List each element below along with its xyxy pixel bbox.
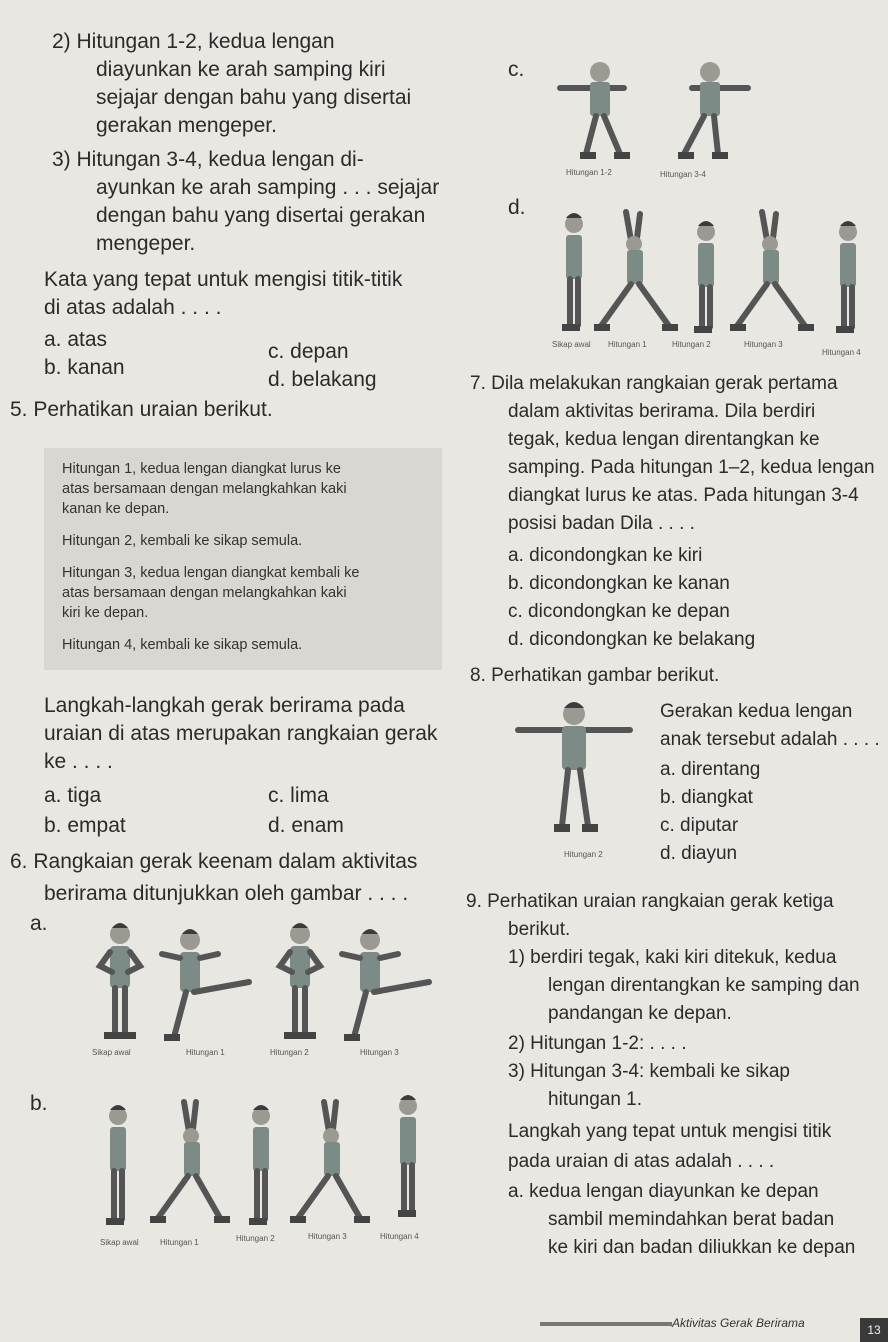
q9-item1-line1: 1) berdiri tegak, kaki kiri ditekuk, kedua [508,947,837,968]
q9-question-line1: 9. Perhatikan uraian rangkaian gerak ketiga [466,891,834,912]
q5-question-line3: ke . . . . [44,750,113,773]
q5-description-box [44,448,442,670]
q4-item2-line3: sejajar dengan bahu yang disertai [96,86,412,109]
q5-question-line2: uraian di atas merupakan rangkaian gerak [44,722,438,745]
fig-d-cap-3: Hitungan 2 [672,340,711,349]
q5-question-line1: Langkah-langkah gerak berirama pada [44,694,405,717]
q5-option-d[interactable]: d. enam [268,814,344,837]
figure-a-pose4 [342,929,429,1041]
q4-option-b[interactable]: b. kanan [44,356,125,379]
q8-question-line1: Gerakan kedua lengan [660,701,853,722]
figure-c-pose2 [678,62,748,159]
q5-option-c[interactable]: c. lima [268,784,329,807]
q8-option-b[interactable]: b. diangkat [660,787,753,808]
fig-b-cap-1: Sikap awal [100,1238,139,1247]
q6-figure-a[interactable] [90,916,450,1066]
q5-box-line1: Hitungan 1, kedua lengan diangkat lurus ke [62,461,341,477]
q9-item2: 2) Hitungan 1-2: . . . . [508,1033,687,1054]
q8-option-a[interactable]: a. direntang [660,759,761,780]
q9-question-line2: berikut. [508,919,571,940]
q5-box-line8: Hitungan 4, kembali ke sikap semula. [62,637,303,653]
fig-a-cap-1: Sikap awal [92,1048,131,1057]
page-number: 13 [860,1318,888,1342]
fig-d-cap-2: Hitungan 1 [608,340,647,349]
q6-option-d-label[interactable]: d. [508,196,526,219]
q6-figure-b[interactable] [96,1094,436,1254]
q5-box-line4: Hitungan 2, kembali ke sikap semula. [62,533,303,549]
figure-a-pose2 [162,929,249,1041]
figure-b-pose5 [398,1095,417,1217]
q8-question-line2: anak tersebut adalah . . . . [660,729,880,750]
fig-b-cap-2: Hitungan 1 [160,1238,199,1247]
q5-option-b[interactable]: b. empat [44,814,126,837]
q5-title: 5. Perhatikan uraian berikut. [10,398,273,421]
figure-d-pose5 [836,221,857,333]
figure-a-pose1 [100,923,140,1039]
q6-question-line1: 6. Rangkaian gerak keenam dalam aktivitas [10,850,418,873]
q9-option-a-line2[interactable]: sambil memindahkan berat badan [548,1209,835,1230]
q5-box-line6: atas bersamaan dengan melangkahkan kaki [62,585,347,601]
q4-option-a[interactable]: a. atas [44,328,108,351]
q6-option-b-label[interactable]: b. [30,1092,48,1115]
q7-option-c[interactable]: c. dicondongkan ke depan [508,601,730,622]
q9-option-a-line3[interactable]: ke kiri dan badan diliukkan ke depan [548,1237,856,1258]
q7-line2: dalam aktivitas berirama. Dila berdiri [508,401,816,422]
q8-title: 8. Perhatikan gambar berikut. [470,665,720,686]
q9-option-a-line1[interactable]: a. kedua lengan diayunkan ke depan [508,1181,819,1202]
q5-box-line5: Hitungan 3, kedua lengan diangkat kembali ke [62,565,360,581]
q4-item2-line2: diayunkan ke arah samping kiri [96,58,386,81]
q8-option-c[interactable]: c. diputar [660,815,739,836]
q4-option-c[interactable]: c. depan [268,340,349,363]
fig-a-cap-4: Hitungan 3 [360,1048,399,1057]
fig-b-cap-3: Hitungan 2 [236,1234,275,1243]
q7-line3: tegak, kedua lengan direntangkan ke [508,429,820,450]
q6-option-c-label[interactable]: c. [508,58,525,81]
q7-option-d[interactable]: d. dicondongkan ke belakang [508,629,756,650]
q9-item3-line1: 3) Hitungan 3-4: kembali ke sikap [508,1061,790,1082]
q9-prompt-line1: Langkah yang tepat untuk mengisi titik [508,1121,832,1142]
footer-book-title: Aktivitas Gerak Berirama [672,1316,805,1330]
q6-question-line2: berirama ditunjukkan oleh gambar . . . . [44,882,409,905]
q9-item1-line2: lengan direntangkan ke samping dan [548,975,860,996]
q4-item3-line4: mengeper. [96,232,196,255]
figure-b-pose1 [106,1105,127,1225]
fig-b-cap-5: Hitungan 4 [380,1232,419,1241]
fig-a-cap-3: Hitungan 2 [270,1048,309,1057]
q9-item1-line3: pandangan ke depan. [548,1003,732,1024]
figure-d-pose2 [594,212,678,331]
fig-a-cap-2: Hitungan 1 [186,1048,225,1057]
q5-box-line3: kanan ke depan. [62,501,170,517]
figure-d-pose4 [730,212,814,331]
q5-box-line7: kiri ke depan. [62,605,149,621]
figure-d-pose3 [694,221,715,333]
q7-line5: diangkat lurus ke atas. Pada hitungan 3-4 [508,485,859,506]
q4-item3-line2: ayunkan ke arah samping . . . sejajar [96,176,440,199]
q4-option-d[interactable]: d. belakang [268,368,377,391]
fig-b-cap-4: Hitungan 3 [308,1232,347,1241]
footer-rule [540,1322,672,1326]
q6-figure-c[interactable] [560,60,760,175]
q7-option-a[interactable]: a. dicondongkan ke kiri [508,545,703,566]
fig-d-cap-4: Hitungan 3 [744,340,783,349]
q7-line4: samping. Pada hitungan 1–2, kedua lengan [508,457,875,478]
q4-item3-line3: dengan bahu yang disertai gerakan [96,204,426,227]
figure-a-pose3 [280,923,320,1039]
q7-line6: posisi badan Dila . . . . [508,513,695,534]
figure-c-pose1 [560,62,630,159]
fig-c-cap-2: Hitungan 3-4 [660,170,706,179]
figure-b-pose2 [150,1102,230,1223]
q4-item2-line1: 2) Hitungan 1-2, kedua lengan [52,30,335,53]
q8-option-d[interactable]: d. diayun [660,843,738,864]
q4-question-line1: Kata yang tepat untuk mengisi titik-titik [44,268,403,291]
q5-box-line2: atas bersamaan dengan melangkahkan kaki [62,481,347,497]
q9-item3-line2: hitungan 1. [548,1089,643,1110]
q9-prompt-line2: pada uraian di atas adalah . . . . [508,1151,775,1172]
fig-d-cap-5: Hitungan 4 [822,348,861,357]
q4-item2-line4: gerakan mengeper. [96,114,277,137]
q5-option-a[interactable]: a. tiga [44,784,102,807]
fig-d-cap-1: Sikap awal [552,340,591,349]
figure-b-pose3 [249,1105,270,1225]
q4-question-line2: di atas adalah . . . . [44,296,222,319]
q8-figure-caption: Hitungan 2 [564,850,603,859]
q6-figure-d[interactable] [556,208,872,344]
q4-item3-line1: 3) Hitungan 3-4, kedua lengan di- [52,148,364,171]
fig-c-cap-1: Hitungan 1-2 [566,168,612,177]
q8-figure [514,700,640,846]
figure-d-pose1 [562,213,583,331]
figure-b-pose4 [290,1102,370,1223]
q6-option-a-label[interactable]: a. [30,912,48,935]
q7-line1: 7. Dila melakukan rangkaian gerak pertama [470,373,838,394]
q7-option-b[interactable]: b. dicondongkan ke kanan [508,573,730,594]
